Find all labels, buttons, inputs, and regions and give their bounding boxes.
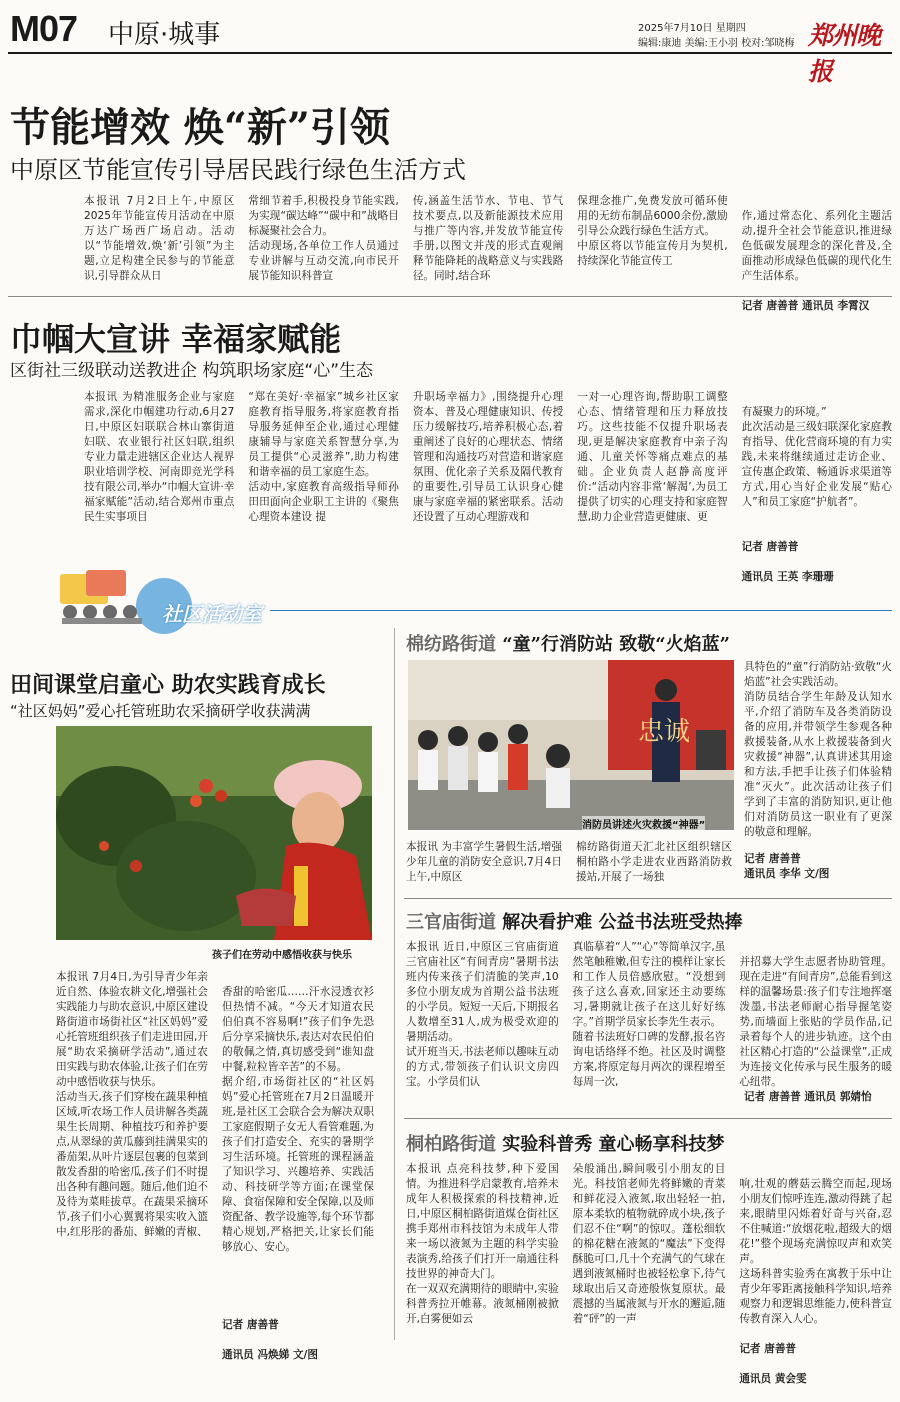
article6-byline-2: 通讯员 黄会雯 [739, 1373, 807, 1385]
article2-col-5-text: 有凝聚力的环境。” 此次活动是三级妇联深化家庭教育指导、优化营商环境的有力实践,未来将继续通过走访企业、宣传惠企政策、畅通诉求渠道等方式,用心当好企业发展“贴心人”和员工家庭“护航者”。 [741, 406, 893, 508]
article4-photo [408, 660, 734, 830]
article4-byline: 记者 唐善普 [744, 853, 801, 865]
banner-rule [270, 610, 892, 611]
article3-headline: 田间课堂启童心 助农实践育成长 [10, 672, 326, 698]
tomato-field-photo [56, 726, 372, 940]
article4-byline-2: 通讯员 李华 文/图 [744, 868, 830, 880]
article1-col-5-text: 作,通过常态化、系列化主题活动,提升全社会节能意识,推进绿色低碳发展理念的深化普及,全面推动形成绿色低碳的现代化生产生活体系。 [741, 210, 893, 282]
article5-col-3-text: 并招募大学生志愿者协助管理。现在走进“有间青房”,总能看到这样的温馨场景:孩子们专注地挥毫泼墨,书法老师耐心指导握笔姿势,而墙面上张贴的学员作品,记录着每个人的进步轨迹。这个由社区精心打造的“公益课堂”,正成为连接文化传承与民生服务的暖心纽带。 [739, 956, 893, 1088]
divider [404, 898, 892, 899]
article3-subhead: “社区妈妈”爱心托管班助农采摘研学收获满满 [10, 702, 311, 720]
article2-col-2: “郑在美好·幸福家”城乡社区家庭教育指导服务,将家庭教育指导服务延伸至企业,通过心理健康辅导与家庭关系智慧分享,为员工提供“心灵滋养”,助力构建和谐幸福的员工家庭生态。 活动中,家庭教育高级指导师孙田田面向企业职工主讲的《聚焦心理资本建设 提 [248, 391, 399, 523]
article3-byline-2: 通讯员 冯焕娣 文/图 [222, 1349, 318, 1361]
divider [8, 296, 892, 297]
article4-col-2: 棉纺路街道天汇北社区组织辖区桐柏路小学走进农业西路消防救援站,开展了一场独 [576, 841, 732, 883]
article5-title-text: 解决看护难 公益书法班受热捧 [502, 912, 743, 933]
article2-byline: 记者 唐善普 [741, 541, 799, 553]
article2-body [84, 390, 893, 583]
article4-right-text: 具特色的“童”行消防站·致敬“火焰蓝”社会实践活动。 消防员结合学生年龄及认知水平,介绍了消防车及各类消防设备的应用,并带领学生参观各种救援装备,从水上救援装备到火灾救援“神器”,认真讲述其用途和方法,手把手让孩子们体验精准“灭火”。此次活动让孩子们学到了丰富的消防知识,更让他们对消防员这一职业有了更深的敬意和理解。 [744, 661, 892, 838]
article1-subhead: 中原区节能宣传引导居民践行绿色生活方式 [10, 156, 466, 184]
article6-col-3-text: 响,壮观的蘑菇云腾空而起,现场小朋友们惊呼连连,激动得跳了起来,眼睛里闪烁着好奇与兴奋,忍不住喊道:“放烟花啦,超级大的烟花!”整个现场充满惊叹声和欢笑声。 这场科普实验秀在寓教于乐中让青少年零距离接触科学知识,培养观察力和逻辑思维能力,使科普宣传教育深入人心。 [739, 1178, 893, 1325]
article5-col-3 [739, 940, 892, 1110]
article6-byline: 记者 唐善普 [739, 1343, 797, 1355]
article6-col-1: 本报讯 点亮科技梦,种下爱国情。为推进科学启蒙教育,培养未成年人积极探索的科技精神,近日,中原区桐柏路街道煤仓街社区携手郑州市科技馆为未成年人带来一场以液氮为主题的科学实验表演秀,给孩子们打开一扇通往科技世界的神奇大门。 在一双双充满期待的眼睛中,实验科普秀拉开帷幕。液氮桶刚被掀开,白雾便如云 [406, 1163, 559, 1325]
article3-col-2-text: 香甜的哈密瓜……汗水浸透衣衫但热情不减。“今天才知道农民伯伯真不容易啊!”孩子们争先恐后分享采摘快乐,表达对农民伯伯的敬佩之情,真切感受到“谁知盘中餐,粒粒皆辛苦”的不易。 据介绍,市场街社区的“社区妈妈”爱心托管班在7月2日温暖开班,是社区工会联合会为解决双职工家庭假期子女无人看管难题,为孩子们打造安全、充实的暑期学习生活环境。托管班的课程涵盖了知识学习、兴趣培养、实践活动、科技研学等方面;在课堂保障、食宿保障和安全保障,以及师资配备、教学设施等,每个环节都精心规划,严格把关,让家长们能够放心、安心。 [222, 986, 374, 1253]
page-number: M07 [10, 8, 78, 49]
article2-col-1: 本报讯 为精准服务企业与家庭需求,深化巾帼建功行动,6月27日,中原区妇联联合林山寨街道妇联、农业银行社区妇联,组织专业力量走进辖区企业达人视界职业培训学校、河南即竞光学科技有限公司,举办“巾帼大宣讲·幸福家赋能”活动,结合郑州市重点民生实事项目 [84, 391, 235, 523]
article2-col-5 [741, 390, 893, 583]
article6-body [406, 1162, 893, 1385]
article1-col-1: 本报讯 7月2日上午,中原区2025年节能宣传月活动在中原万达广场西广场启动。活动以“节能增效,焕‘新’引领”为主题,立足构建全民参与的节能意识,引导群众从日 [84, 195, 235, 282]
article6-col-2: 朵般涌出,瞬间吸引小朋友的目光。科技馆老师先将鲜嫩的青菜和鲜花浸入液氮,取出轻轻一拍,原本柔软的植物就碎成小块,孩子们忍不住“啊”的惊叹。蓬松细软的棉花糖在液氮的“魔法”下变得酥脆可口,几十个充满气的气球在遇到液氮桶时也被轻松拿下,待气球取出后又奇迹般恢复原状。最震撼的当属液氮与开水的邂逅,随着“砰”的一声 [572, 1163, 726, 1325]
article3-photo-caption: 孩子们在劳动中感悟收获与快乐 [212, 950, 352, 961]
article4-photo-caption: 消防员讲述火灾救援“神器” [582, 816, 705, 831]
article5-col-1: 本报讯 近日,中原区三官庙街道三官庙社区“有间青房”暑期书法班内传来孩子们清脆的笑声,10多位小朋友成为首期公益书法班的小学员。短短一天后,下期报名人数增至31人,成为极受欢迎的暑期活动。 试开班当天,书法老师以趣味互动的方式,带领孩子们认识文房四宝。小学员们认 [406, 941, 559, 1088]
article2-subhead: 区街社三级联动送教进企 构筑职场家庭“心”生态 [10, 361, 374, 381]
fire-station-photo [408, 660, 734, 830]
article4-photo-sign: 忠诚 [638, 717, 691, 747]
article4-body [406, 840, 732, 890]
article6-col-3 [739, 1162, 893, 1385]
article4-title [406, 630, 730, 656]
article1-headline: 节能增效 焕“新”引领 [10, 104, 390, 151]
article1-body [84, 194, 893, 312]
article5-title [406, 908, 743, 934]
article5-col-2: 真临摹着“人”“心”等简单汉字,虽然笔触稚嫩,但专注的模样让家长和工作人员倍感欣慰。“没想到孩子这么喜欢,回家还主动要练习,暑期就让孩子在这儿好好练字。”首期学员家长李先生表示。 随着书法班好口碑的发酵,报名咨询电话络绎不绝。社区及时调整方案,将原定每月两次的课程增至每周一次, [572, 941, 726, 1088]
article5-street: 三官庙街道 [406, 912, 496, 933]
article2-headline: 巾帼大宣讲 幸福家赋能 [10, 320, 342, 358]
article3-body [56, 970, 374, 1361]
article6-title [406, 1130, 725, 1156]
article5-byline: 记者 唐善普 通讯员 郭婧怡 [744, 1091, 872, 1103]
newspaper-logo: 郑州晚报 [808, 21, 881, 86]
article2-col-3: 升职场幸福力》,围绕提升心理资本、普及心理健康知识、传授压力缓解技巧,培养积极心态,着重阐述了良好的心理状态、情绪管理和沟通技巧对营造和谐家庭氛围、优化亲子关系及隔代教育的重要性,引导员工认识身心健康与家庭幸福的紧密联系。活动还设置了互动心理游戏和 [412, 391, 564, 523]
masthead-rule [8, 52, 892, 54]
article3-col-2 [222, 970, 374, 1361]
article4-street: 棉纺路街道 [406, 634, 496, 655]
column-divider [394, 628, 395, 1340]
divider [404, 1118, 892, 1119]
article3-byline: 记者 唐善普 [222, 1319, 279, 1331]
article4-col-1: 本报讯 为丰富学生暑假生活,增强少年儿童的消防安全意识,7月4日上午,中原区 [406, 841, 562, 883]
section-name: 中原·城事 [108, 20, 221, 50]
article6-street: 桐柏路街道 [406, 1134, 496, 1155]
article4-right-col [744, 660, 892, 886]
article6-title-text: 实验科普秀 童心畅享科技梦 [502, 1134, 725, 1155]
article1-col-5 [741, 194, 893, 312]
article2-col-4: 一对一心理咨询,帮助职工调整心态、情绪管理和压力释放技巧。这些技能不仅提升职场表现,更是解决家庭教育中亲子沟通、儿童关怀等痛点难点的基础。企业负责人赵静高度评价:“活动内容非常‘解渴’,为员工提供了切实的心理支持和家庭智慧,助力企业营造更健康、更 [577, 391, 728, 523]
article2-byline-2: 通讯员 王英 李珊珊 [741, 571, 834, 583]
article4-title-text: “童”行消防站 致敬“火焰蓝” [502, 634, 730, 655]
editors-line: 编辑:康迪 美编:王小羽 校对:邹晓梅 [638, 38, 795, 49]
article1-col-4: 保理念推广,免费发放可循环使用的无纺布制品6000余份,激励引导公众践行绿色生活方式。 中原区将以节能宣传月为契机,持续深化节能宣传工 [577, 195, 728, 267]
article3-photo [56, 726, 372, 940]
banner-label: 社区活动室 [162, 602, 262, 626]
date-line: 2025年7月10日 星期四 [638, 23, 746, 34]
article3-col-1: 本报讯 7月4日,为引导青少年亲近自然、体验农耕文化,增强社会实践能力与助农意识,中原区建设路街道市场街社区“社区妈妈”爱心托管班组织孩子们走进田园,开展“助农采摘研学活动”,通过农田实践与助农体验,让孩子们在劳动中感悟收获与快乐。 活动当天,孩子们穿梭在蔬果种植区域,听农场工作人员讲解各类蔬果生长周期、种植技巧和养护要点,从翠绿的黄瓜藤到挂满果实的番茄架,从叶片逐层包裹的包菜到散发香甜的哈密瓜,孩子们不时提出各种有趣问题。随后,他们迫不及待为菜畦拔草。在蔬果采摘环节,孩子们小心翼翼将果实收入篮中,红彤彤的番茄、鲜嫩的青椒、 [56, 971, 208, 1238]
article1-col-2: 常细节着手,积极投身节能实践,为实现“碳达峰”“碳中和”战略目标凝聚社会合力。 活动现场,各单位工作人员通过专业讲解与互动交流,向市民开展节能知识科普宣 [248, 195, 399, 282]
article1-byline: 记者 唐善普 通讯员 李霄汉 [741, 300, 870, 312]
article5-body [406, 940, 892, 1110]
article1-col-3: 传,涵盖生活节水、节电、节气技术要点,以及新能源技术应用与推广等内容,并发放节能宣传手册,以图文并茂的形式直观阐释节能降耗的战略意义与实践路径。同时,结合环 [412, 195, 564, 282]
